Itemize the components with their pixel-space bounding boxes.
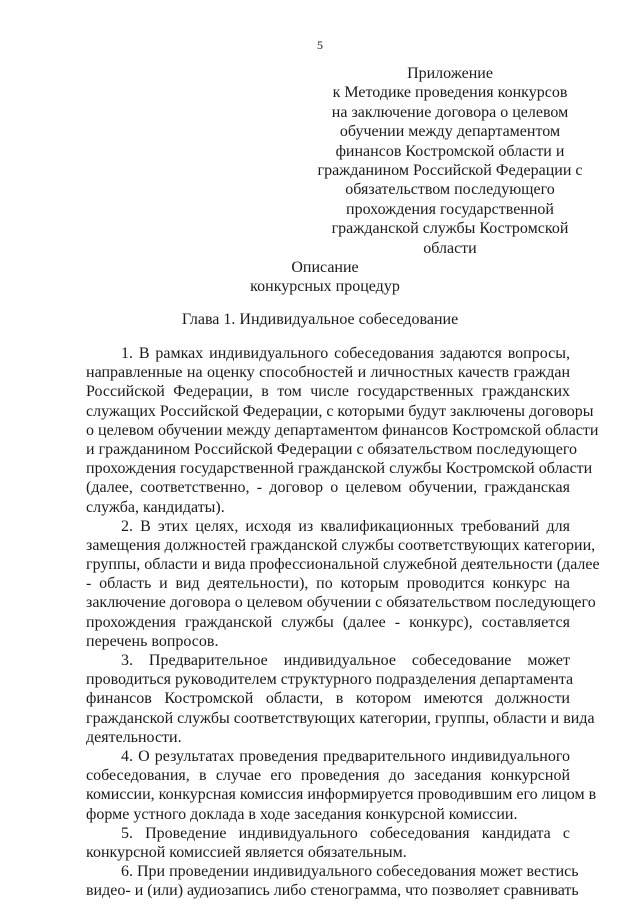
text-line: форме устного доклада в ходе заседания конкурсной комиссии.	[86, 805, 518, 823]
text-line: 2. В этих целях, исходя из квалификационных требований для	[121, 517, 570, 535]
text-line: конкурсной комиссией является обязательным.	[86, 843, 407, 861]
text-line: деятельности.	[86, 728, 182, 746]
appendix-line: гражданином Российской Федерации с	[317, 162, 583, 180]
text-line: заключение договора о целевом обучении с обязательством последующего	[86, 594, 596, 612]
page-number: 5	[317, 38, 323, 52]
text-line: группы, области и вида профессиональной служебной деятельности (далее	[86, 556, 600, 574]
title-line: конкурсных процедур	[250, 278, 400, 295]
paragraph-3	[86, 651, 595, 747]
text-line: гражданской службы соответствующих категории, группы, области и вида	[86, 709, 595, 727]
text-line: прохождения государственной гражданской службы Костромской области	[86, 460, 593, 478]
appendix-line: обучении между департаментом	[339, 123, 561, 141]
text-line: комиссии, конкурсная комиссия информируется проводившим его лицом в	[86, 786, 597, 804]
text-line: 5. Проведение индивидуального собеседования кандидата с	[121, 824, 570, 842]
text-line: замещения должностей гражданской службы соответствующих категории,	[86, 536, 596, 554]
body-text	[86, 344, 600, 900]
text-line: служащих Российской Федерации, с которыми будут заключены договоры	[86, 402, 594, 420]
text-line: видео- и (или) аудиозапись либо стенограмма, что позволяет сравнивать	[86, 882, 579, 900]
text-line: 1. В рамках индивидуального собеседования задаются вопросы,	[121, 345, 570, 362]
paragraph-4	[86, 747, 597, 824]
text-line: служба, кандидаты).	[86, 498, 225, 516]
appendix-line: гражданской службы Костромской	[331, 220, 569, 238]
text-line: прохождения гражданской службы (далее - конкурс), составляется	[86, 613, 570, 631]
text-line: Российской Федерации, в том числе государственных гражданских	[86, 383, 570, 401]
document-title	[0, 258, 640, 296]
appendix-line: Приложение	[407, 65, 493, 82]
appendix-line: на заключение договора о целевом	[331, 103, 569, 121]
text-line: 3. Предварительное индивидуальное собеседование может	[121, 652, 570, 669]
paragraph-6	[86, 862, 579, 900]
appendix-line: прохождения государственной	[346, 200, 554, 218]
text-line: 6. При проведении индивидуального собеседования может вестись	[121, 863, 579, 881]
paragraph-5	[86, 824, 570, 862]
text-line: финансов Костромской области, в котором имеются должности	[86, 690, 570, 708]
text-line: проводиться руководителем структурного подразделения департамента	[86, 671, 574, 689]
text-line: направленные на оценку способностей и личностных качеств граждан	[86, 364, 570, 382]
text-line: - область и вид деятельности), по которым проводится конкурс на	[86, 575, 570, 593]
chapter-title: Глава 1. Индивидуальное собеседование	[181, 311, 459, 328]
text-line: собеседования, в случае его проведения до заседания конкурсной	[86, 767, 570, 785]
text-line: о целевом обучении между департаментом финансов Костромской области	[86, 421, 599, 439]
title-line: Описание	[291, 259, 359, 276]
text-line: (далее, соответственно, - договор о целевом обучении, гражданская	[86, 479, 570, 497]
appendix-line: обязательством последующего	[345, 181, 555, 199]
appendix-heading	[300, 64, 600, 258]
text-line: перечень вопросов.	[86, 632, 219, 650]
text-line: 4. О результатах проведения предварительного индивидуального	[121, 747, 570, 765]
paragraph-2	[86, 517, 600, 651]
appendix-line: области	[423, 239, 477, 257]
paragraph-1	[86, 344, 599, 517]
appendix-line: к Методике проведения конкурсов	[332, 84, 568, 102]
text-line: и гражданином Российской Федерации с обязательством последующего	[86, 440, 578, 458]
appendix-line: финансов Костромской области и	[335, 142, 565, 160]
